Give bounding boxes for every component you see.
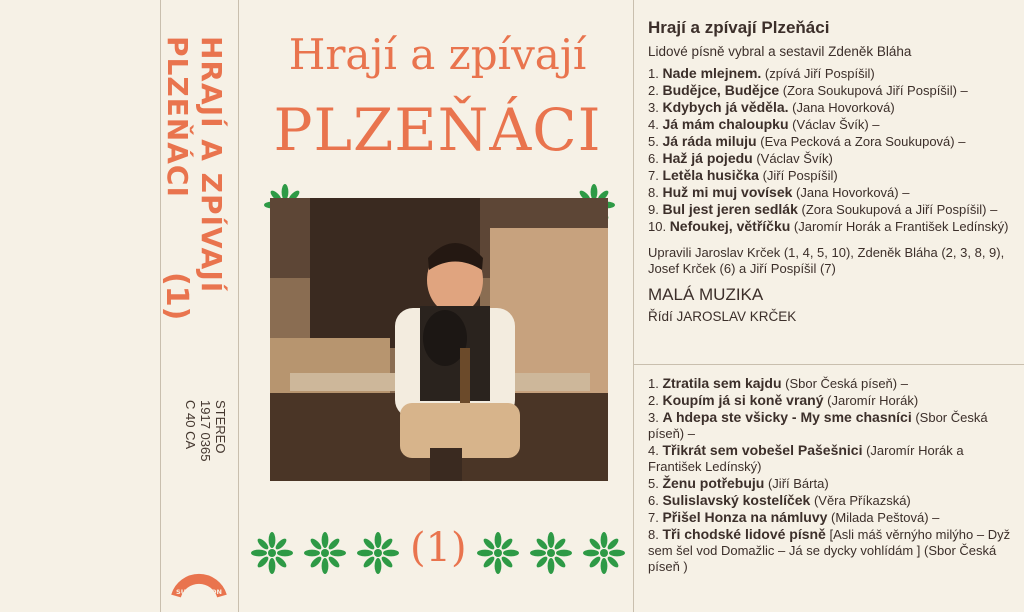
track-performer: (Jana Hovorková) – (792, 185, 910, 200)
track-performer: (Sbor Česká píseň) – (781, 376, 908, 391)
track-title: Přišel Honza na námluvy (662, 509, 828, 525)
track-number: 4. (648, 117, 663, 132)
svg-text:SUPRAPHON: SUPRAPHON (176, 588, 222, 596)
divider (633, 364, 1024, 365)
track-title: Já mám chaloupku (662, 116, 789, 132)
flower-icon (475, 530, 521, 580)
track-title: Letěla husička (662, 167, 759, 183)
track-number: 6. (648, 493, 663, 508)
spine-format: C 40 CA (183, 400, 198, 450)
track-performer: (Jiří Pospíšil) (758, 168, 838, 183)
track-title: Tři chodské lidové písně (662, 526, 826, 542)
spine-title-line2: PLZEŇÁCI (161, 36, 194, 198)
track-performer: (Eva Pecková a Zora Soukupová) – (756, 134, 966, 149)
track-title: Třikrát sem vobešel Pašešnici (662, 442, 863, 458)
track-item (648, 375, 1018, 392)
track-item (648, 526, 1018, 575)
track-title: Kdybych já věděla. (662, 99, 789, 115)
track-number: 5. (648, 476, 663, 491)
track-item (648, 492, 1018, 509)
back-subtitle: Lidové písně vybral a sestavil Zdeněk Bláha (648, 44, 912, 59)
front-volume: (1) (410, 525, 467, 571)
track-title: Haž já pojedu (662, 150, 753, 166)
track-item (648, 184, 1018, 201)
track-item (648, 99, 1018, 116)
track-number: 7. (648, 168, 663, 183)
track-number: 7. (648, 510, 663, 525)
cover-photo (270, 198, 608, 481)
track-item (648, 442, 1018, 475)
tracklist-side-a (648, 18, 1018, 324)
spine-title-line1: HRAJÍ A ZPÍVAJÍ (195, 36, 228, 294)
track-title: Bul jest jeren sedlák (662, 201, 798, 217)
track-number: 3. (648, 410, 663, 425)
track-title: Koupím já si koně vraný (662, 392, 824, 408)
spine-volume: (1) (159, 272, 194, 321)
spine-catalog: 1917 0365 (198, 400, 213, 462)
track-number: 1. (648, 376, 663, 391)
track-number: 2. (648, 393, 663, 408)
track-item (648, 167, 1018, 184)
track-performer: (Jiří Bárta) (764, 476, 829, 491)
track-title: Sulislavský kostelíček (662, 492, 811, 508)
track-performer: [Asli máš věrnýho milýho – Dyž sem šel vod Domažlic – Já se dycky vohlídám ] (Sbor Česká píseň ) (648, 527, 1011, 574)
track-performer: (Zora Soukupová Jiří Pospíšil) – (779, 83, 968, 98)
track-performer: (Václav Švík) (752, 151, 833, 166)
track-performer: (Jaromír Horák a František Ledínský) (790, 219, 1009, 234)
track-item (648, 201, 1018, 218)
flower-icon (528, 530, 574, 580)
track-item (648, 116, 1018, 133)
track-title: Já ráda miluju (662, 133, 757, 149)
track-number: 2. (648, 83, 663, 98)
track-number: 3. (648, 100, 663, 115)
track-item (648, 409, 1018, 442)
track-item (648, 475, 1018, 492)
track-title: Nefoukej, větříčku (669, 218, 791, 234)
flower-icon (581, 530, 627, 580)
fold-line (633, 0, 634, 612)
band-leader: Řídí JAROSLAV KRČEK (648, 309, 797, 324)
track-number: 8. (648, 185, 663, 200)
track-performer: (zpívá Jiří Pospíšil) (761, 66, 875, 81)
track-number: 5. (648, 134, 663, 149)
side-a-list (648, 65, 1018, 235)
track-performer: (Václav Švík) – (788, 117, 880, 132)
track-number: 4. (648, 443, 663, 458)
flower-icon (302, 530, 348, 580)
track-number: 8. (648, 527, 663, 542)
track-number: 9. (648, 202, 663, 217)
track-performer: (Jaromír Horák) (823, 393, 919, 408)
track-title: Budějce, Budějce (662, 82, 780, 98)
track-number: 1. (648, 66, 663, 81)
track-title: Ženu potřebuju (662, 475, 765, 491)
fold-line (238, 0, 239, 612)
flower-icon (249, 530, 295, 580)
track-performer: (Věra Příkazská) (810, 493, 911, 508)
spine-info (170, 400, 230, 570)
side-b-list (648, 375, 1018, 575)
arrangers-credits: Upravili Jaroslav Krček (1, 4, 5, 10), Zdeněk Bláha (2, 3, 8, 9), Josef Krček (6) a Jiří Pospíšil (7) (648, 245, 1005, 276)
track-item (648, 150, 1018, 167)
track-title: Nade mlejnem. (662, 65, 762, 81)
front-title-line1: Hrají a zpívají (288, 30, 587, 79)
back-title: Hrají a zpívají Plzeňáci (648, 18, 830, 37)
track-title: Huž mi muj vovísek (662, 184, 793, 200)
front-title-line2: PLZEŇÁCI (273, 96, 602, 164)
supraphon-logo (170, 560, 228, 600)
flower-icon (355, 530, 401, 580)
track-item (648, 133, 1018, 150)
spine-info-text (183, 400, 228, 461)
track-item (648, 509, 1018, 526)
track-performer: (Jaromír Horák a František Ledínský) (648, 443, 964, 474)
track-performer: (Jana Hovorková) (788, 100, 895, 115)
track-number: 10. (648, 219, 670, 234)
spine-stereo: STEREO (213, 400, 228, 454)
track-title: A hdepa ste všicky - My sme chasníci (662, 409, 912, 425)
track-performer: (Sbor Česká píseň) – (648, 410, 988, 441)
track-performer: (Milada Peštová) – (827, 510, 940, 525)
track-number: 6. (648, 151, 663, 166)
track-item (648, 218, 1018, 235)
tracklist-side-b (648, 375, 1018, 575)
band-name: MALÁ MUZIKA (648, 285, 764, 304)
track-title: Ztratila sem kajdu (662, 375, 782, 391)
track-item (648, 392, 1018, 409)
track-performer: (Zora Soukupová a Jiří Pospíšil) – (797, 202, 998, 217)
track-item (648, 65, 1018, 82)
track-item (648, 82, 1018, 99)
